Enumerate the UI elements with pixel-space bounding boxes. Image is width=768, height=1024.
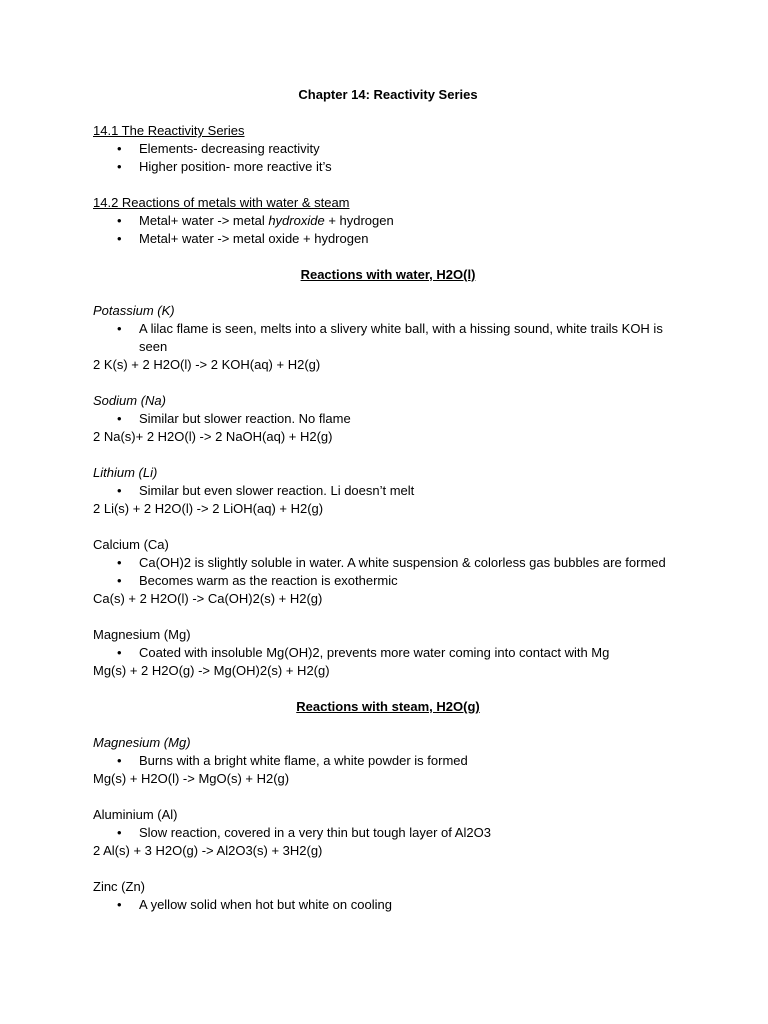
equation-potassium: 2 K(s) + 2 H2O(l) -> 2 KOH(aq) + H2(g) — [93, 357, 321, 372]
list-item: • Higher position- more reactive it’s — [117, 159, 332, 174]
steam-reactions-heading: Reactions with steam, H2O(g) — [296, 699, 480, 714]
section-14-2-list — [93, 212, 683, 248]
element-name-aluminium: Aluminium (Al) — [93, 807, 178, 822]
list-item: • A lilac flame is seen, melts into a slivery white ball, with a hissing sound, white trails KOH is seen — [117, 321, 663, 354]
equation-aluminium: 2 Al(s) + 3 H2O(g) -> Al2O3(s) + 3H2(g) — [93, 843, 323, 858]
bullet-icon: • — [117, 825, 122, 840]
bullet-icon: • — [117, 645, 122, 660]
list-item: • Burns with a bright white flame, a white powder is formed — [117, 753, 468, 768]
equation-magnesium-steam: Mg(s) + H2O(l) -> MgO(s) + H2(g) — [93, 771, 290, 786]
bullet-icon: • — [117, 897, 122, 912]
list-item: • Becomes warm as the reaction is exothermic — [117, 573, 398, 588]
element-name-potassium: Potassium (K) — [93, 303, 175, 318]
equation-calcium: Ca(s) + 2 H2O(l) -> Ca(OH)2(s) + H2(g) — [93, 591, 323, 606]
bullet-icon: • — [117, 753, 122, 768]
element-name-lithium: Lithium (Li) — [93, 465, 158, 480]
water-reactions-heading: Reactions with water, H2O(l) — [300, 267, 476, 282]
section-14-1-list — [93, 140, 683, 176]
magnesium-water-list — [93, 644, 683, 662]
element-name-sodium: Sodium (Na) — [93, 393, 166, 408]
bullet-icon: • — [117, 483, 122, 498]
magnesium-steam-list — [93, 752, 683, 770]
bullet-icon: • — [117, 141, 122, 156]
bullet-icon: • — [117, 555, 122, 570]
element-name-magnesium-steam: Magnesium (Mg) — [93, 735, 191, 750]
list-item: • A yellow solid when hot but white on cooling — [117, 897, 392, 912]
document-body — [93, 86, 683, 914]
bullet-icon: • — [117, 573, 122, 588]
bullet-icon: • — [117, 411, 122, 426]
list-item: • Coated with insoluble Mg(OH)2, prevents more water coming into contact with Mg — [117, 645, 610, 660]
section-heading-14-2: 14.2 Reactions of metals with water & steam — [93, 195, 350, 210]
list-item: • Similar but even slower reaction. Li doesn’t melt — [117, 483, 415, 498]
aluminium-list — [93, 824, 683, 842]
equation-sodium: 2 Na(s)+ 2 H2O(l) -> 2 NaOH(aq) + H2(g) — [93, 429, 333, 444]
element-name-magnesium-water: Magnesium (Mg) — [93, 627, 191, 642]
list-item: • Metal+ water -> metal oxide + hydrogen — [117, 231, 369, 246]
list-item: • Elements- decreasing reactivity — [117, 141, 320, 156]
sodium-list — [93, 410, 683, 428]
section-heading-14-1: 14.1 The Reactivity Series — [93, 123, 245, 138]
lithium-list — [93, 482, 683, 500]
bullet-icon: • — [117, 321, 122, 336]
list-item: • Similar but slower reaction. No flame — [117, 411, 351, 426]
zinc-list — [93, 896, 683, 914]
potassium-list — [93, 320, 683, 356]
equation-lithium: 2 Li(s) + 2 H2O(l) -> 2 LiOH(aq) + H2(g) — [93, 501, 324, 516]
page-title: Chapter 14: Reactivity Series — [298, 87, 478, 102]
calcium-list — [93, 554, 683, 590]
element-name-zinc: Zinc (Zn) — [93, 879, 145, 894]
list-item: • Ca(OH)2 is slightly soluble in water. A white suspension & colorless gas bubbles are formed — [117, 555, 666, 570]
equation-magnesium-water: Mg(s) + 2 H2O(g) -> Mg(OH)2(s) + H2(g) — [93, 663, 330, 678]
bullet-icon: • — [117, 213, 122, 228]
bullet-icon: • — [117, 231, 122, 246]
element-name-calcium: Calcium (Ca) — [93, 537, 169, 552]
bullet-icon: • — [117, 159, 122, 174]
list-item: • Metal+ water -> metal hydroxide + hydrogen — [117, 213, 394, 228]
list-item: • Slow reaction, covered in a very thin but tough layer of Al2O3 — [117, 825, 491, 840]
